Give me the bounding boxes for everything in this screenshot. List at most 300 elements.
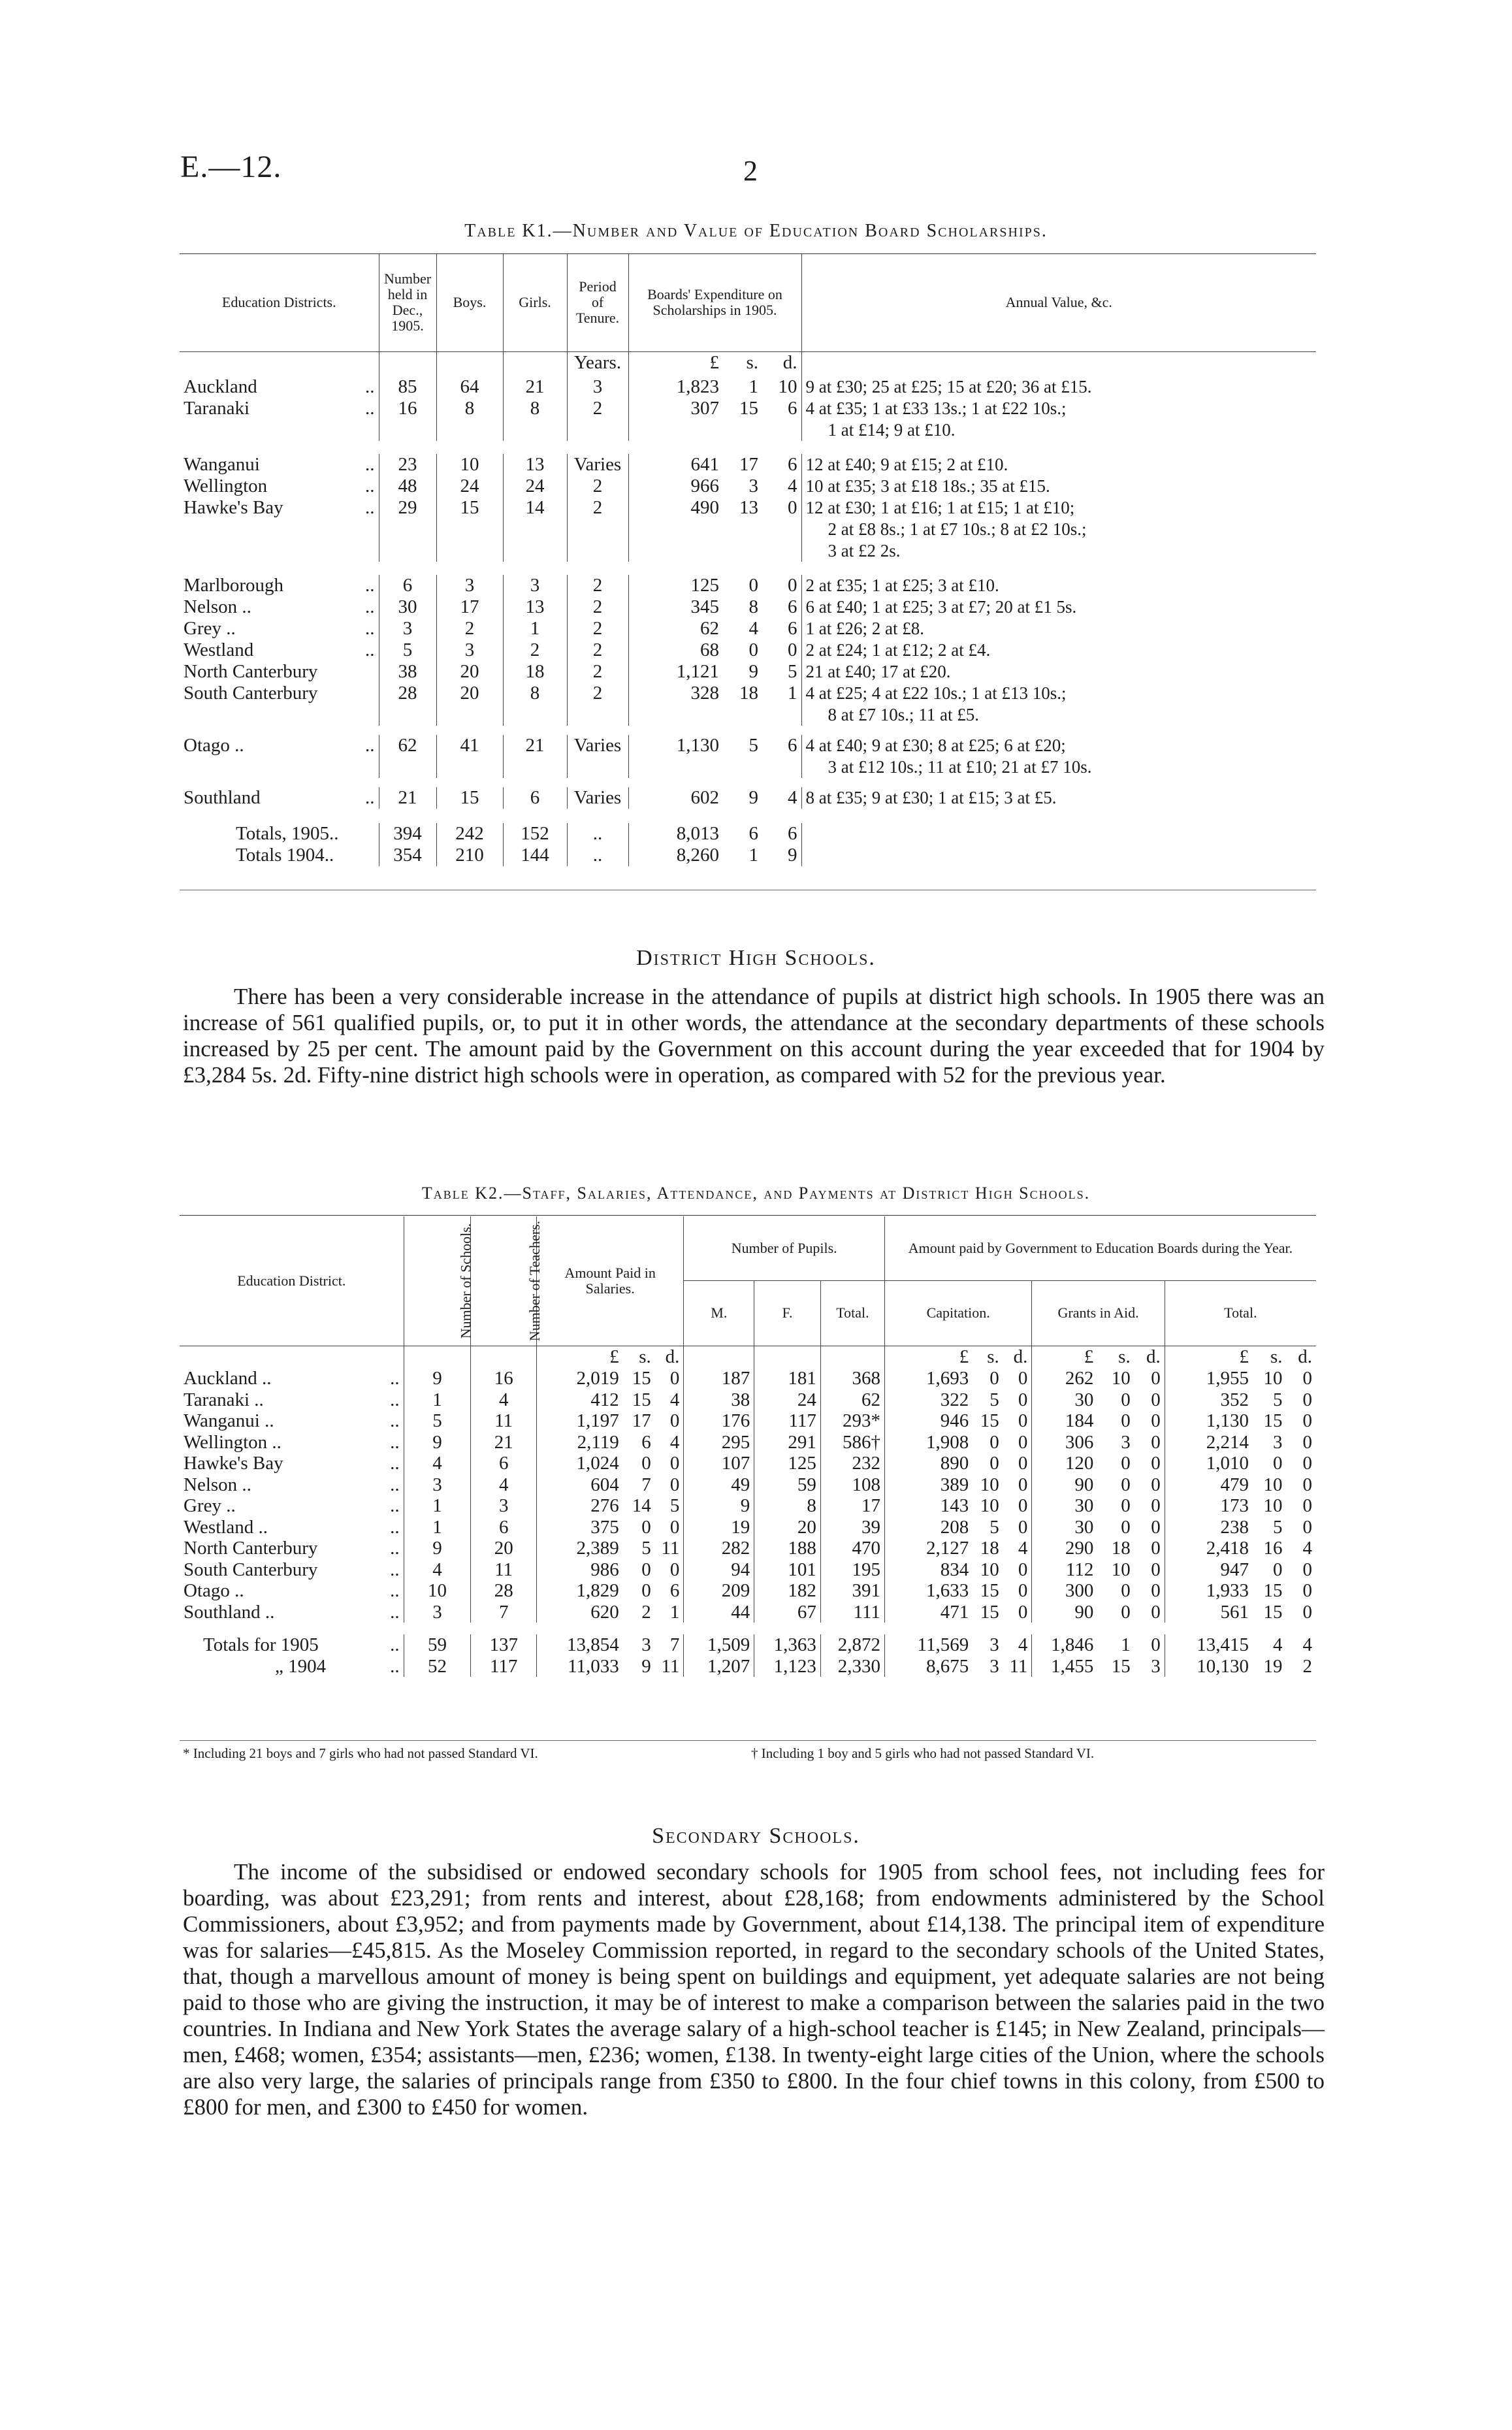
k1-girls: 1	[503, 618, 567, 640]
k2-pupils-m: 1,207	[684, 1656, 754, 1677]
k1-annual-line: 8 at £35; 9 at £30; 1 at £15; 3 at £5.	[805, 788, 1057, 807]
k2-teachers: 3	[471, 1495, 536, 1517]
table-row	[180, 1410, 1316, 1432]
k2-footnote-2: † Including 1 boy and 5 girls who had not passed Standard VI.	[751, 1745, 1095, 1761]
k2-district-cell	[180, 1368, 404, 1389]
k2-salaries-pence: 1	[669, 1601, 680, 1623]
k2-grants-shillings: 0	[1121, 1495, 1131, 1516]
k1-tenure: 2	[567, 683, 628, 730]
k2-salaries-pence: 0	[669, 1516, 680, 1538]
k2-capitation-shillings: 18	[980, 1538, 999, 1559]
leader-dots: ..	[390, 1580, 400, 1601]
k1-district-cell	[180, 730, 379, 783]
k1-exp-shillings: 4	[748, 618, 758, 639]
k2-total-shillings: 15	[1263, 1601, 1283, 1623]
k2-grants-shillings: 10	[1111, 1559, 1131, 1580]
dhs-text: There has been a very considerable increase in the attendance of pupils at district high schools. In 1905 there was an increase of 561 qualified pupils, or, to put it in other words, the attendance at the secondary departments of these schools increased by 25 per cent. The amount paid by the Government on this account during the year exceeded that for 1904 by £3,284 5s. 2d. Fifty-nine district high schools were in operation, as compared with 52 for the previous year.	[183, 984, 1325, 1088]
k2-total-shillings: 0	[1272, 1453, 1283, 1474]
k1-exp-shillings: 15	[739, 398, 758, 419]
k1-header-district: Education Districts.	[180, 253, 379, 351]
leader-dots: ..	[390, 1368, 400, 1389]
k1-held: 30	[379, 596, 436, 618]
k2-teachers: 21	[471, 1432, 536, 1453]
k2-capitation-pence: 0	[1018, 1368, 1028, 1389]
k2-capitation-shillings: 10	[980, 1474, 999, 1495]
k2-total-pounds: 479	[1165, 1474, 1253, 1496]
k1-exp-shillings: 8	[748, 596, 758, 617]
k1-girls: 21	[503, 730, 567, 783]
k1-exp-pence: 6	[788, 454, 797, 475]
k1-district-name: Nelson ..	[184, 596, 251, 617]
k1-girls: 6	[503, 783, 567, 816]
k2-capitation-shillings: 15	[980, 1410, 999, 1431]
k2-grants-pounds: 30	[1032, 1495, 1097, 1517]
k2-capitation-pence: 0	[1018, 1474, 1028, 1495]
k1-held: 6	[379, 568, 436, 596]
k2-pupils-total: 470	[820, 1538, 884, 1559]
k1-boys: 8	[436, 398, 503, 447]
k1-units-row	[180, 351, 1316, 376]
k2-capitation-pounds: 143	[884, 1495, 973, 1517]
k2-teachers: 6	[471, 1517, 536, 1538]
k1-boys: 64	[436, 376, 503, 398]
k1-annual-line: 8 at £7 10s.; 11 at £5.	[828, 705, 979, 724]
k1-tenure: 2	[567, 661, 628, 683]
k1-held: 16	[379, 398, 436, 447]
k2-capitation-shillings: 15	[980, 1601, 999, 1623]
k2-pupils-m: 107	[684, 1453, 754, 1474]
k2-pupils-f: 1,363	[754, 1628, 821, 1656]
k1-girls: 13	[503, 596, 567, 618]
k2-district-cell	[180, 1656, 404, 1677]
k1-held: 62	[379, 730, 436, 783]
k2-total-pence: 0	[1302, 1431, 1312, 1453]
k2-salaries-shillings: 15	[632, 1368, 651, 1389]
k2-salaries-shillings: 0	[641, 1559, 651, 1580]
k2-header-grants: Grants in Aid.	[1032, 1280, 1165, 1346]
k1-annual-value	[801, 476, 1316, 497]
k2-district-cell	[180, 1538, 404, 1559]
k1-exp-pounds: 345	[628, 596, 723, 618]
dhs-heading: District High Schools.	[636, 946, 876, 970]
k1-unit-shillings: s.	[746, 351, 758, 373]
k1-girls: 14	[503, 497, 567, 568]
k1-district-name: Marlborough	[184, 575, 284, 596]
k2-salaries-pounds: 1,829	[536, 1580, 622, 1602]
k2-pupils-total: 195	[820, 1559, 884, 1581]
k2-total-shillings: 5	[1272, 1516, 1283, 1538]
leader-dots: ..	[365, 575, 375, 596]
k2-total-pence: 0	[1302, 1453, 1312, 1474]
k2-district-name: Nelson ..	[184, 1474, 251, 1495]
k2-pupils-total: 17	[820, 1495, 884, 1517]
k1-held: 29	[379, 497, 436, 568]
k2-teachers: 7	[471, 1602, 536, 1629]
k2-salaries-pounds: 276	[536, 1495, 622, 1517]
k1-exp-pence: 4	[788, 787, 797, 808]
k1-total-tenure: ..	[567, 816, 628, 845]
table-row	[180, 398, 1316, 447]
k2-district-cell	[180, 1602, 404, 1629]
k1-exp-pounds: 490	[628, 497, 723, 568]
k2-salaries-shillings: 5	[641, 1538, 651, 1559]
k2-teachers: 11	[471, 1559, 536, 1581]
leader-dots: ..	[365, 454, 375, 475]
k2-grants-shillings: 0	[1121, 1601, 1131, 1623]
k1-header-boys: Boys.	[436, 253, 503, 351]
k2-salaries-pounds: 375	[536, 1517, 622, 1538]
k2-header-schools-label: Number of Schools.	[457, 1223, 474, 1339]
k2-total-pounds: 238	[1165, 1517, 1253, 1538]
k2-district-name: South Canterbury	[184, 1559, 318, 1580]
k1-boys: 2	[436, 618, 503, 640]
k2-teachers: 117	[471, 1656, 536, 1677]
k2-pupils-m: 295	[684, 1432, 754, 1453]
k2-capitation-pence: 4	[1018, 1634, 1028, 1655]
table-row	[180, 568, 1316, 596]
k2-pupils-m: 44	[684, 1602, 754, 1629]
k2-schools: 10	[404, 1580, 471, 1602]
k1-annual-line: 4 at £25; 4 at £22 10s.; 1 at £13 10s.;	[805, 683, 1067, 703]
k2-capitation-pence: 4	[1018, 1538, 1028, 1559]
k2-salaries-pence: 0	[669, 1368, 680, 1389]
k2-pupils-f: 181	[754, 1368, 821, 1389]
k2-district-name: Auckland ..	[184, 1368, 272, 1389]
k2-total-pence: 0	[1302, 1368, 1312, 1389]
k2-grants-pounds: 290	[1032, 1538, 1097, 1559]
k2-pupils-f: 24	[754, 1389, 821, 1411]
k1-annual-line: 10 at £35; 3 at £18 18s.; 35 at £15.	[805, 476, 1050, 496]
k2-grants-pence: 0	[1151, 1431, 1161, 1453]
k1-exp-pence: 0	[788, 497, 797, 518]
k2-teachers: 20	[471, 1538, 536, 1559]
k1-boys: 41	[436, 730, 503, 783]
k1-tenure: 2	[567, 568, 628, 596]
k1-total-tenure: ..	[567, 845, 628, 866]
k1-annual-line: 1 at £14; 9 at £10.	[828, 420, 956, 440]
k1-exp-pence: 6	[788, 618, 797, 639]
k2-pupils-total: 108	[820, 1474, 884, 1496]
k1-district-name: Wanganui	[184, 454, 260, 475]
k1-header-tenure: Period of Tenure.	[567, 253, 628, 351]
k2-grants-pounds: 1,455	[1032, 1656, 1097, 1677]
k2-grants-shillings: 0	[1121, 1389, 1131, 1410]
k2-district-name: Hawke's Bay	[184, 1453, 283, 1474]
leader-dots: ..	[390, 1410, 400, 1431]
k2-capitation-pounds: 1,908	[884, 1432, 973, 1453]
k1-boys: 20	[436, 661, 503, 683]
k2-schools: 3	[404, 1474, 471, 1496]
k2-footnote-1: * Including 21 boys and 7 girls who had not passed Standard VI.	[183, 1745, 538, 1761]
k1-exp-shillings: 17	[739, 454, 758, 475]
k2-teachers: 16	[471, 1368, 536, 1389]
k1-district-cell	[180, 447, 379, 476]
k2-header-schools	[404, 1216, 474, 1346]
leader-dots: ..	[390, 1559, 400, 1580]
k2-pupils-f: 59	[754, 1474, 821, 1496]
k2-pupils-total: 368	[820, 1368, 884, 1389]
k2-unit-pence: d.	[665, 1346, 680, 1367]
k1-tenure: Varies	[567, 447, 628, 476]
leader-dots: ..	[390, 1516, 400, 1538]
k2-capitation-pounds: 322	[884, 1389, 973, 1411]
k2-pupils-m: 38	[684, 1389, 754, 1411]
k2-district-name: „ 1904	[275, 1655, 327, 1677]
k2-salaries-pounds: 13,854	[536, 1628, 622, 1656]
k2-salaries-pounds: 986	[536, 1559, 622, 1581]
k1-girls: 13	[503, 447, 567, 476]
k1-exp-shillings: 3	[748, 476, 758, 496]
k1-boys: 15	[436, 497, 503, 568]
k2-pupils-f: 291	[754, 1432, 821, 1453]
table-row	[180, 618, 1316, 640]
table-total-row	[180, 845, 1316, 866]
k2-capitation-shillings: 0	[989, 1368, 999, 1389]
k2-total-shillings: 19	[1263, 1655, 1283, 1677]
table-k2	[180, 1216, 1316, 1677]
secondary-paragraph	[183, 1859, 1325, 2120]
k1-total-pounds: 8,260	[628, 845, 723, 866]
k1-boys: 10	[436, 447, 503, 476]
k1-district-cell	[180, 640, 379, 661]
k2-pupils-total: 62	[820, 1389, 884, 1411]
k1-annual-value	[801, 447, 1316, 476]
leader-dots: ..	[390, 1655, 400, 1677]
table-k1	[180, 253, 1316, 866]
leader-dots: ..	[390, 1431, 400, 1453]
k2-capitation-pounds: 471	[884, 1602, 973, 1629]
k2-district-name: Wellington ..	[184, 1431, 281, 1453]
k1-tenure: 2	[567, 497, 628, 568]
k1-exp-pounds: 62	[628, 618, 723, 640]
k2-pupils-f: 188	[754, 1538, 821, 1559]
k2-capitation-pence: 0	[1018, 1495, 1028, 1516]
k1-exp-pounds: 68	[628, 640, 723, 661]
k1-annual-line: 9 at £30; 25 at £25; 15 at £20; 36 at £15.	[805, 377, 1092, 397]
k2-unit-pounds: £	[536, 1346, 622, 1368]
k2-district-name: Westland ..	[184, 1516, 268, 1538]
k2-pupils-f: 182	[754, 1580, 821, 1602]
k1-exp-pounds: 641	[628, 447, 723, 476]
k1-annual-line: 6 at £40; 1 at £25; 3 at £7; 20 at £1 5s.	[805, 597, 1077, 617]
k2-header-govt: Amount paid by Government to Education Boards during the Year.	[884, 1216, 1316, 1280]
k1-held: 23	[379, 447, 436, 476]
k2-salaries-pounds: 1,197	[536, 1410, 622, 1432]
k2-schools: 1	[404, 1389, 471, 1411]
k1-annual-value	[801, 568, 1316, 596]
k2-schools: 1	[404, 1495, 471, 1517]
table-row	[180, 1517, 1316, 1538]
k2-pupils-m: 282	[684, 1538, 754, 1559]
k1-exp-pounds: 966	[628, 476, 723, 497]
table-k1-caption: Table K1.—Number and Value of Education Board Scholarships.	[464, 221, 1048, 241]
k1-total-girls: 144	[503, 845, 567, 866]
k2-pupils-f: 8	[754, 1495, 821, 1517]
k1-district-cell	[180, 683, 379, 730]
k2-grants-pence: 0	[1151, 1516, 1161, 1538]
k2-district-name: Otago ..	[184, 1580, 244, 1601]
page-number: 2	[743, 155, 758, 187]
leader-dots: ..	[365, 787, 375, 808]
k1-girls: 24	[503, 476, 567, 497]
k1-exp-pence: 10	[778, 376, 797, 397]
k2-pupils-f: 117	[754, 1410, 821, 1432]
k2-salaries-shillings: 0	[641, 1580, 651, 1601]
k1-girls: 8	[503, 683, 567, 730]
leader-dots: ..	[390, 1538, 400, 1559]
k1-annual-value	[801, 730, 1316, 783]
k2-unit-shillings: s.	[987, 1346, 999, 1367]
k1-exp-pence: 5	[788, 661, 797, 682]
k2-grants-pounds: 1,846	[1032, 1628, 1097, 1656]
k2-pupils-m: 209	[684, 1580, 754, 1602]
table-row	[180, 596, 1316, 618]
k1-district-cell	[180, 661, 379, 683]
k2-grants-pounds: 30	[1032, 1389, 1097, 1411]
k1-total-label: Totals 1904..	[236, 845, 334, 866]
k2-total-pence: 0	[1302, 1389, 1312, 1410]
k1-girls: 21	[503, 376, 567, 398]
k1-total-pence: 9	[788, 845, 797, 866]
k2-grants-pence: 0	[1151, 1368, 1161, 1389]
k2-pupils-total: 2,872	[820, 1628, 884, 1656]
k1-annual-value	[801, 497, 1316, 568]
table-row	[180, 683, 1316, 730]
k1-annual-line: 4 at £35; 1 at £33 13s.; 1 at £22 10s.;	[805, 398, 1067, 418]
k2-salaries-shillings: 15	[632, 1389, 651, 1410]
k2-total-shillings: 5	[1272, 1389, 1283, 1410]
k1-annual-value	[801, 376, 1316, 398]
k2-capitation-shillings: 5	[989, 1389, 999, 1410]
k2-salaries-shillings: 0	[641, 1516, 651, 1538]
k2-schools: 4	[404, 1453, 471, 1474]
k2-grants-pounds: 262	[1032, 1368, 1097, 1389]
k2-grants-shillings: 0	[1121, 1453, 1131, 1474]
k2-pupils-m: 19	[684, 1517, 754, 1538]
k2-grants-shillings: 1	[1121, 1634, 1131, 1655]
k1-annual-line: 12 at £40; 9 at £15; 2 at £10.	[805, 455, 1008, 474]
k2-total-pence: 0	[1302, 1495, 1312, 1516]
k2-total-shillings: 16	[1263, 1538, 1283, 1559]
k1-tenure: 2	[567, 596, 628, 618]
k2-pupils-f: 125	[754, 1453, 821, 1474]
k1-district-name: Taranaki	[184, 398, 250, 419]
k2-district-name: North Canterbury	[184, 1538, 318, 1559]
k1-annual-value	[801, 783, 1316, 816]
k2-total-pounds: 561	[1165, 1602, 1253, 1629]
k1-annual-value	[801, 596, 1316, 618]
k2-salaries-shillings: 9	[641, 1655, 651, 1677]
k2-capitation-pounds: 834	[884, 1559, 973, 1581]
k2-district-cell	[180, 1474, 404, 1496]
table-row	[180, 1432, 1316, 1453]
k2-total-pounds: 1,130	[1165, 1410, 1253, 1432]
k1-exp-pounds: 1,121	[628, 661, 723, 683]
k1-total-boys: 242	[436, 816, 503, 845]
k2-schools: 52	[404, 1656, 471, 1677]
k2-header-teachers-label: Number of Teachers.	[526, 1220, 543, 1341]
k1-total-shillings: 1	[748, 845, 758, 866]
k2-grants-shillings: 18	[1111, 1538, 1131, 1559]
k2-district-cell	[180, 1389, 404, 1411]
k1-exp-pounds: 125	[628, 568, 723, 596]
k2-header-teachers	[471, 1216, 543, 1346]
k1-district-name: Grey ..	[184, 618, 236, 639]
k1-district-name: North Canterbury	[184, 661, 318, 682]
k2-schools: 9	[404, 1432, 471, 1453]
secondary-heading: Secondary Schools.	[652, 1824, 860, 1848]
k2-grants-pounds: 90	[1032, 1602, 1097, 1629]
k2-salaries-pounds: 620	[536, 1602, 622, 1629]
k2-district-name: Southland ..	[184, 1601, 275, 1623]
k2-total-pence: 2	[1302, 1655, 1312, 1677]
k2-grants-pence: 3	[1151, 1655, 1161, 1677]
k2-grants-pence: 0	[1151, 1601, 1161, 1623]
k2-salaries-pence: 0	[669, 1410, 680, 1431]
table-row	[180, 1474, 1316, 1496]
table-row	[180, 1580, 1316, 1602]
k1-exp-pence: 0	[788, 575, 797, 596]
document-code: E.—12.	[180, 150, 282, 184]
k2-total-pounds: 1,933	[1165, 1580, 1253, 1602]
k1-annual-line: 1 at £26; 2 at £8.	[805, 619, 924, 638]
k2-pupils-f: 1,123	[754, 1656, 821, 1677]
k2-district-cell	[180, 1517, 404, 1538]
leader-dots: ..	[365, 640, 375, 660]
k2-unit-pence: d.	[1146, 1346, 1161, 1367]
k2-total-shillings: 10	[1263, 1495, 1283, 1516]
k1-exp-pence: 1	[788, 683, 797, 704]
k1-header-girls: Girls.	[503, 253, 567, 351]
k1-annual-value	[801, 661, 1316, 683]
k2-salaries-pence: 0	[669, 1453, 680, 1474]
k2-grants-pence: 0	[1151, 1634, 1161, 1655]
leader-dots: ..	[390, 1474, 400, 1495]
k1-annual-line: 2 at £24; 1 at £12; 2 at £4.	[805, 640, 991, 660]
k1-exp-pence: 6	[788, 735, 797, 756]
k1-district-name: South Canterbury	[184, 683, 318, 704]
leader-dots: ..	[365, 476, 375, 496]
k1-district-cell	[180, 476, 379, 497]
k2-capitation-pence: 0	[1018, 1580, 1028, 1601]
k2-district-cell	[180, 1432, 404, 1453]
k1-exp-pence: 6	[788, 596, 797, 617]
k2-unit-pounds: £	[1165, 1346, 1253, 1368]
k1-unit-years: Years.	[567, 351, 628, 376]
table-row	[180, 1559, 1316, 1581]
k1-held: 85	[379, 376, 436, 398]
k2-capitation-pounds: 1,693	[884, 1368, 973, 1389]
k2-pupils-m: 1,509	[684, 1628, 754, 1656]
k2-salaries-shillings: 3	[641, 1634, 651, 1655]
k2-capitation-pence: 0	[1018, 1389, 1028, 1410]
leader-dots: ..	[365, 618, 375, 639]
k2-salaries-pence: 0	[669, 1474, 680, 1495]
k2-grants-pence: 0	[1151, 1474, 1161, 1495]
k1-tenure: 2	[567, 640, 628, 661]
leader-dots: ..	[365, 596, 375, 617]
k2-units-row	[180, 1346, 1316, 1368]
k1-exp-pounds: 307	[628, 398, 723, 447]
table-total-row	[180, 1628, 1316, 1656]
k2-capitation-pounds: 11,569	[884, 1628, 973, 1656]
k2-grants-pence: 0	[1151, 1580, 1161, 1601]
k1-annual-line: 21 at £40; 17 at £20.	[805, 662, 951, 681]
k2-schools: 4	[404, 1559, 471, 1581]
k1-district-cell	[180, 783, 379, 816]
k2-salaries-pence: 11	[661, 1538, 680, 1559]
k2-teachers: 11	[471, 1410, 536, 1432]
